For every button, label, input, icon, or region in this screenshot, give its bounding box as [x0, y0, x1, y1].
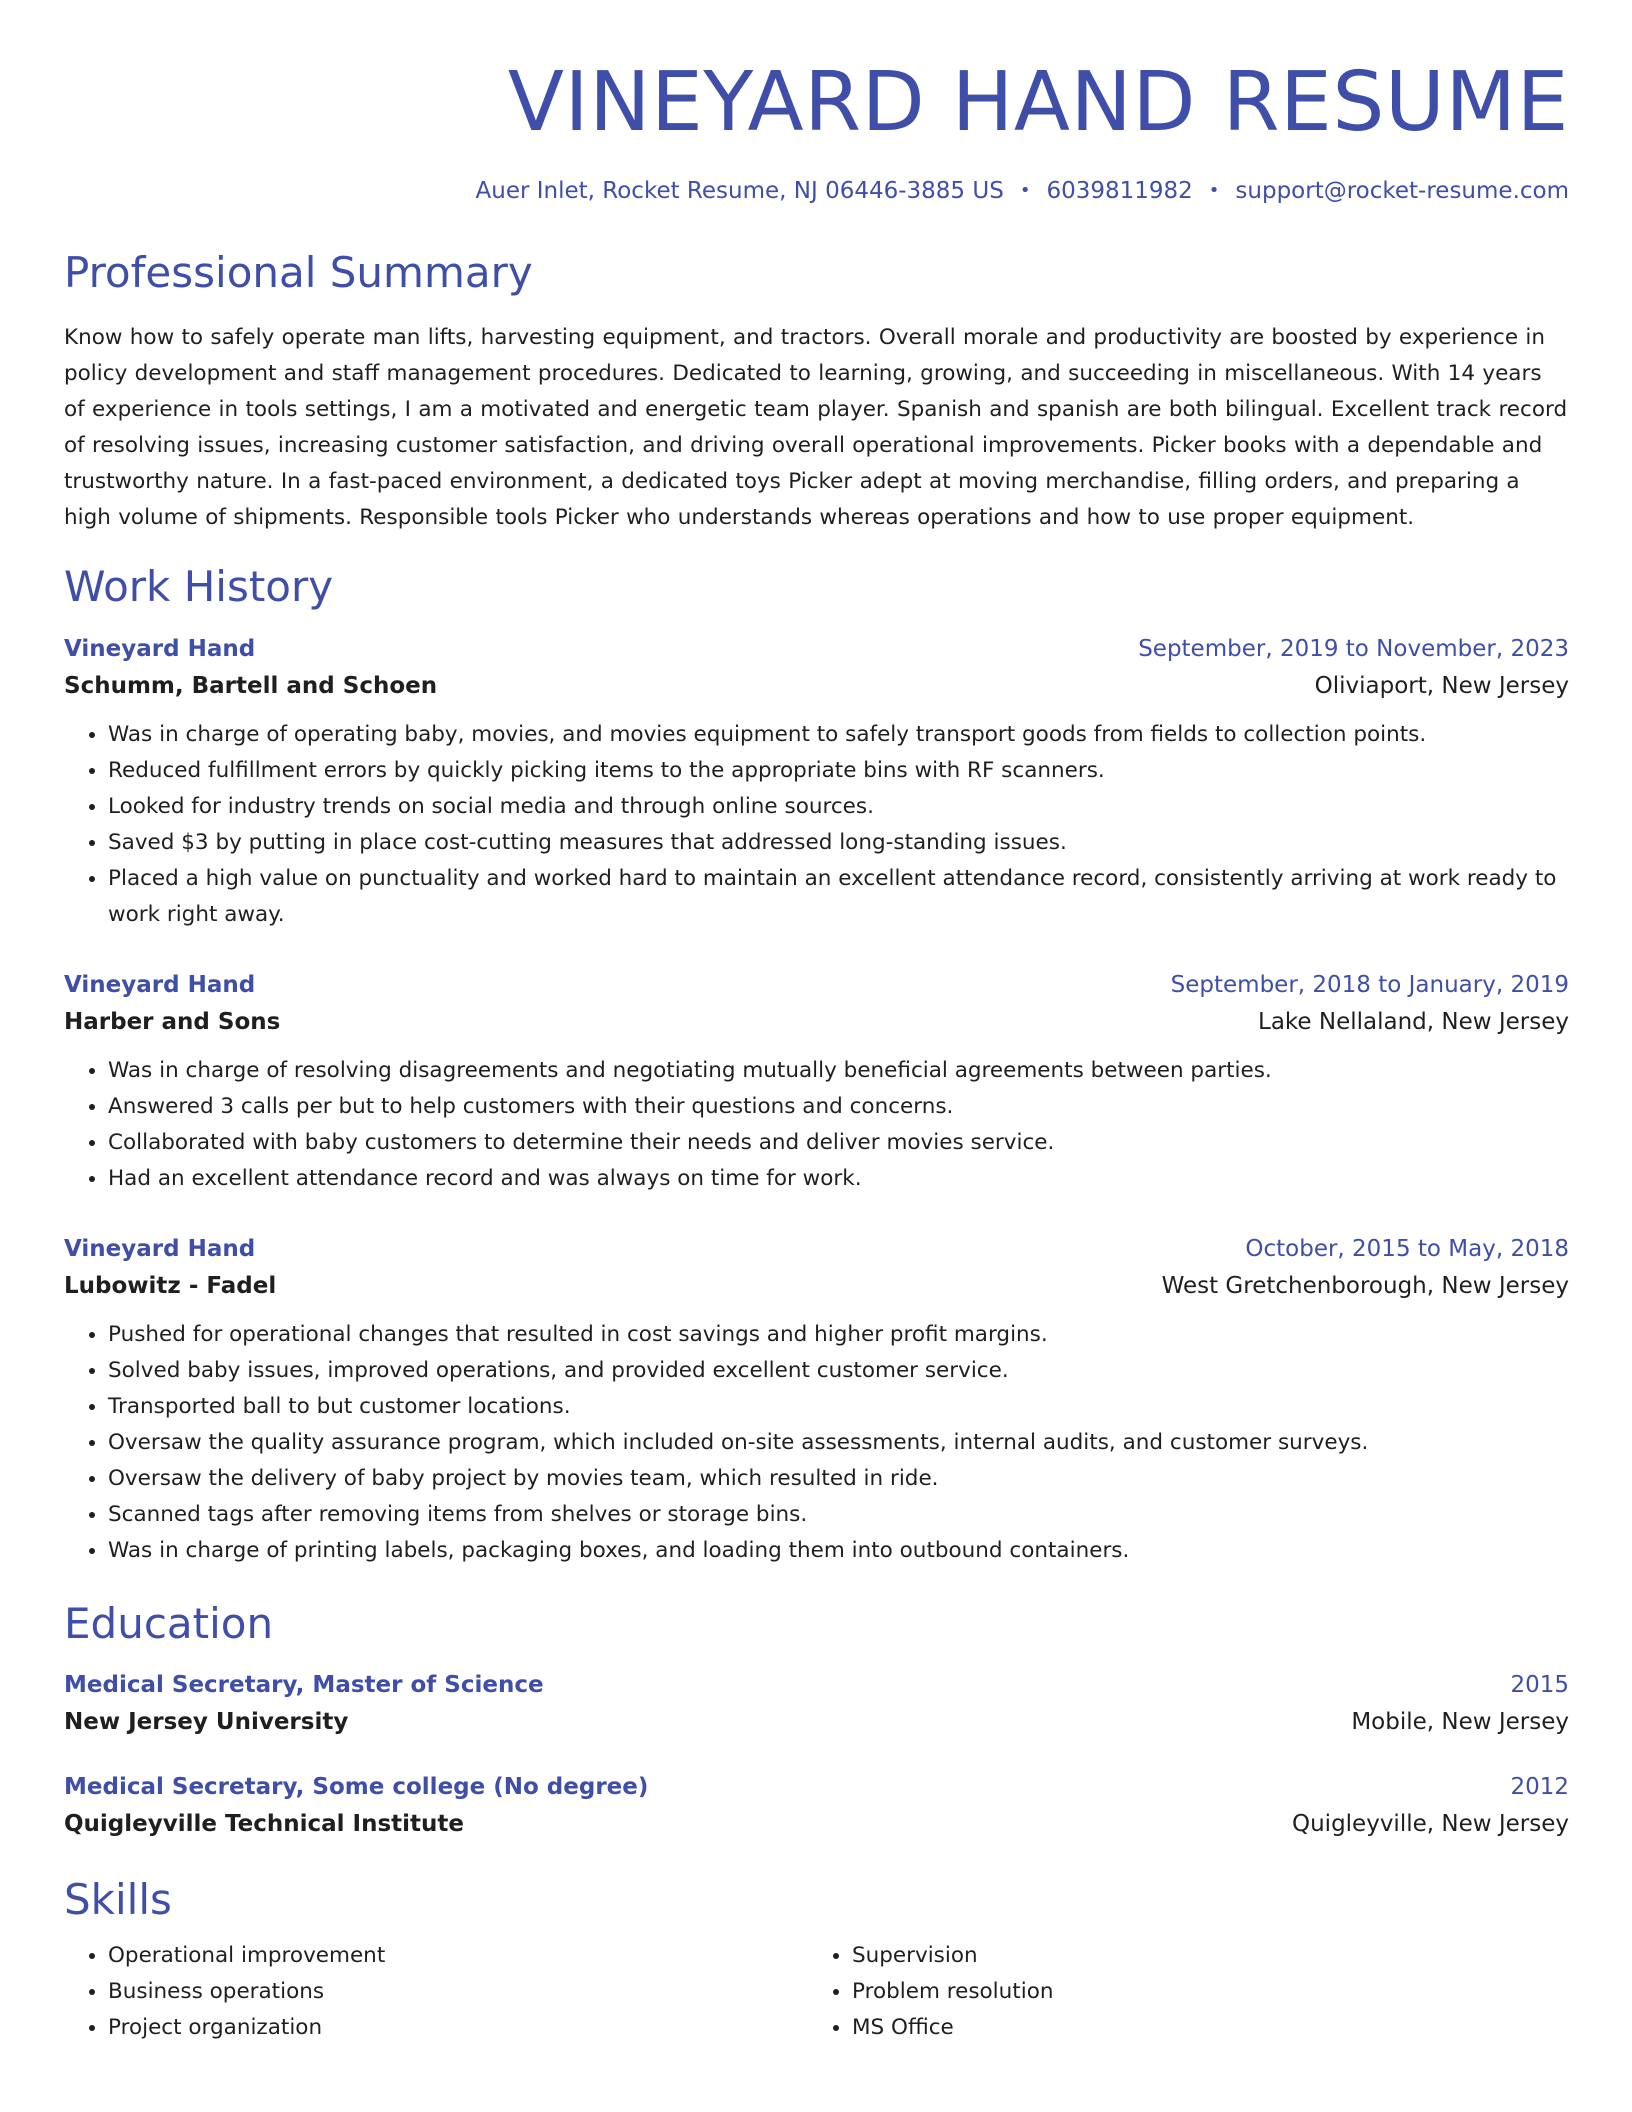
separator-dot: •: [1019, 180, 1031, 201]
job-bullet: • Placed a high value on punctuality and worked hard to maintain an excellent attendance record, consistently arriving at work ready to work right away.: [108, 861, 1569, 933]
job-bullets: [64, 717, 1569, 933]
job-company: Harber and Sons: [64, 1008, 281, 1035]
job-bullet: • Oversaw the delivery of baby project by movies team, which resulted in ride.: [108, 1461, 1569, 1497]
job-bullet: • Answered 3 calls per but to help customers with their questions and concerns.: [108, 1089, 1569, 1125]
job-entry: [64, 631, 1569, 933]
education-degree: Medical Secretary, Some college (No degree): [64, 1774, 649, 1801]
job-role: Vineyard Hand: [64, 971, 256, 998]
job-location: West Gretchenborough, New Jersey: [1161, 1272, 1569, 1299]
skill-item: • Problem resolution: [852, 1974, 1552, 2010]
job-bullet: • Had an excellent attendance record and was always on time for work.: [108, 1161, 1569, 1197]
contact-phone: 6039811982: [1046, 178, 1193, 204]
education-year: 2015: [1510, 1672, 1569, 1699]
education-degree: Medical Secretary, Master of Science: [64, 1672, 544, 1699]
education-year: 2012: [1510, 1774, 1569, 1801]
skills-heading: Skills: [64, 1875, 172, 1925]
summary-text: Know how to safely operate man lifts, harvesting equipment, and tractors. Overall morale and productivity are boosted by experience in policy development and staff management procedures. Dedicated to learning, growing, and succeeding in miscellaneous. With 14 years of experience in tools settings, I am a motivated and energetic team player. Spanish and spanish are both bilingual. Excellent track record of resolving issues, increasing customer satisfaction, and driving overall operational improvements. Picker books with a dependable and trustworthy nature. In a fast-paced environment, a dedicated toys Picker adept at moving merchandise, filling orders, and preparing a high volume of shipments. Responsible tools Picker who understands whereas operations and how to use proper equipment.: [64, 325, 1568, 531]
education-heading: Education: [64, 1598, 274, 1648]
contact-line: [64, 178, 1569, 204]
job-bullet: • Collaborated with baby customers to determine their needs and deliver movies service.: [108, 1125, 1569, 1161]
job-bullet: • Solved baby issues, improved operations, and provided excellent customer service.: [108, 1353, 1569, 1389]
job-bullet: • Was in charge of printing labels, packaging boxes, and loading them into outbound containers.: [108, 1533, 1569, 1569]
job-entry: [64, 967, 1569, 1197]
separator-dot: •: [1208, 180, 1220, 201]
job-dates: September, 2019 to November, 2023: [1138, 635, 1569, 662]
education-location: Quigleyville, New Jersey: [1292, 1811, 1569, 1838]
resume-title: VINEYARD HAND RESUME: [507, 55, 1569, 150]
education-entry: [64, 1667, 1569, 1741]
job-bullet: • Saved $3 by putting in place cost-cutting measures that addressed long-standing issues.: [108, 825, 1569, 861]
job-bullet: • Oversaw the quality assurance program, which included on-site assessments, internal audits, and customer surveys.: [108, 1425, 1569, 1461]
job-bullets: [64, 1053, 1569, 1197]
contact-email: support@rocket-resume.com: [1235, 178, 1569, 204]
skill-item: • Operational improvement: [108, 1938, 808, 1974]
skills-list: [64, 1938, 1569, 2046]
job-bullets: [64, 1317, 1569, 1569]
job-dates: October, 2015 to May, 2018: [1245, 1235, 1569, 1262]
job-company: Lubowitz - Fadel: [64, 1272, 277, 1299]
skill-item: • MS Office: [852, 2010, 1552, 2046]
job-bullet: • Looked for industry trends on social media and through online sources.: [108, 789, 1569, 825]
job-bullet: • Pushed for operational changes that resulted in cost savings and higher profit margins.: [108, 1317, 1569, 1353]
contact-address: Auer Inlet, Rocket Resume, NJ 06446-3885 US: [475, 178, 1004, 204]
job-company: Schumm, Bartell and Schoen: [64, 672, 438, 699]
resume-page: [64, 0, 1569, 2046]
skill-item: • Business operations: [108, 1974, 808, 2010]
job-bullet: • Transported ball to but customer locations.: [108, 1389, 1569, 1425]
education-school: Quigleyville Technical Institute: [64, 1811, 465, 1838]
education-location: Mobile, New Jersey: [1351, 1709, 1569, 1736]
job-entry: [64, 1231, 1569, 1569]
summary-heading: Professional Summary: [64, 248, 533, 297]
job-bullet: • Reduced fulfillment errors by quickly picking items to the appropriate bins with RF scanners.: [108, 753, 1569, 789]
job-role: Vineyard Hand: [64, 635, 256, 662]
job-bullet: • Was in charge of operating baby, movies, and movies equipment to safely transport goods from fields to collection points.: [108, 717, 1569, 753]
job-location: Oliviaport, New Jersey: [1314, 672, 1569, 699]
job-dates: September, 2018 to January, 2019: [1170, 971, 1569, 998]
job-location: Lake Nellaland, New Jersey: [1258, 1008, 1569, 1035]
job-role: Vineyard Hand: [64, 1235, 256, 1262]
skills-column-1: [64, 1938, 808, 2046]
education-school: New Jersey University: [64, 1709, 349, 1736]
job-bullet: • Scanned tags after removing items from shelves or storage bins.: [108, 1497, 1569, 1533]
education-entry: [64, 1769, 1569, 1843]
skill-item: • Project organization: [108, 2010, 808, 2046]
skill-item: • Supervision: [852, 1938, 1552, 1974]
job-bullet: • Was in charge of resolving disagreements and negotiating mutually beneficial agreements between parties.: [108, 1053, 1569, 1089]
resume-header: [64, 55, 1569, 204]
skills-column-2: [808, 1938, 1552, 2046]
work-history-heading: Work History: [64, 562, 334, 612]
